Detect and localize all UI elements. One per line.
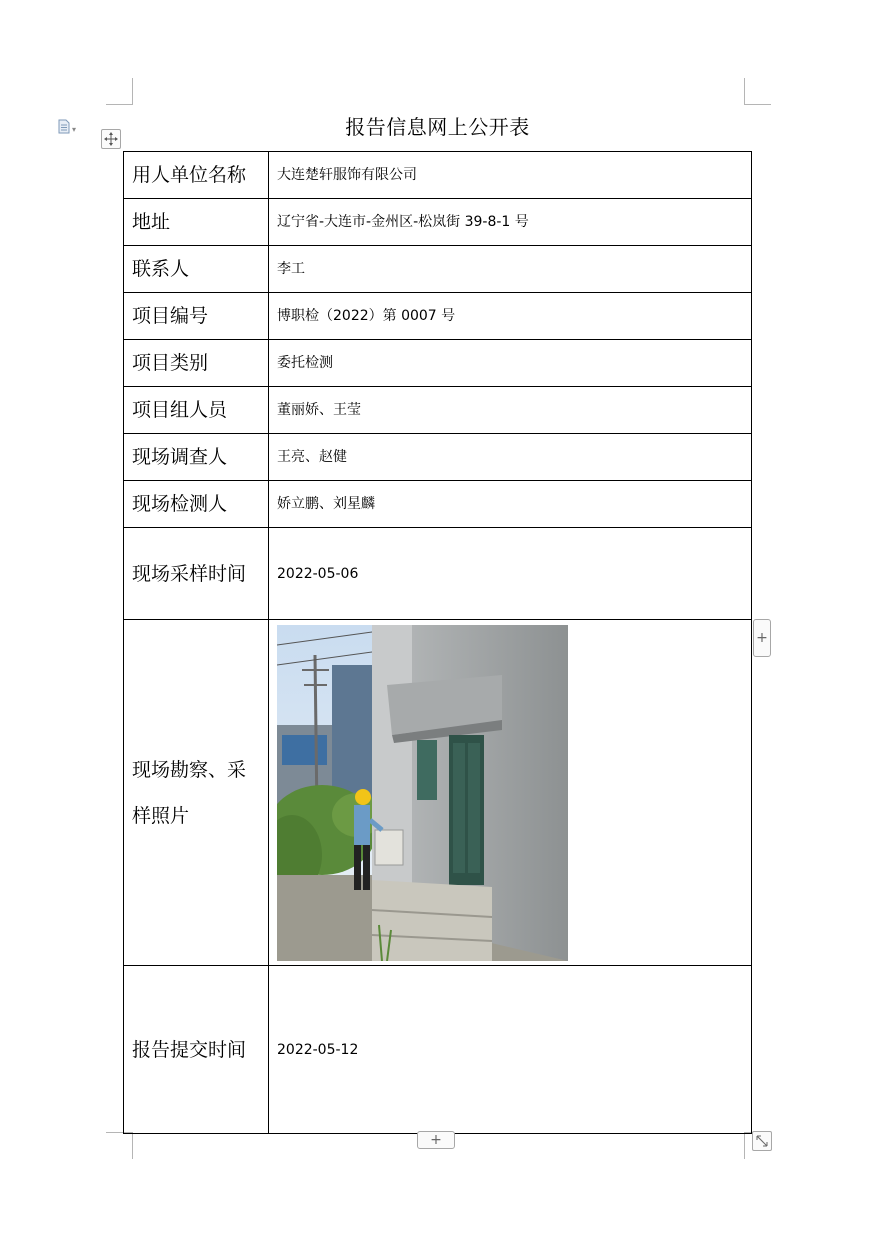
table-row — [124, 966, 752, 1134]
add-column-button[interactable]: + — [753, 619, 771, 657]
crop-mark-top-right — [744, 78, 771, 105]
table-row — [124, 387, 752, 434]
table-resize-handle[interactable] — [752, 1131, 772, 1151]
row-value[interactable]: 2022-05-06 — [269, 528, 752, 620]
row-label: 地址 — [124, 199, 269, 246]
row-label: 用人单位名称 — [124, 152, 269, 199]
table-row — [124, 481, 752, 528]
row-value[interactable]: 博职检（2022）第 0007 号 — [269, 293, 752, 340]
row-label: 项目编号 — [124, 293, 269, 340]
chevron-down-icon: ▾ — [72, 125, 77, 134]
row-label: 报告提交时间 — [124, 966, 269, 1134]
row-value[interactable]: 大连楚轩服饰有限公司 — [269, 152, 752, 199]
resize-icon — [755, 1134, 769, 1148]
row-value[interactable]: 委托检测 — [269, 340, 752, 387]
table-row — [124, 152, 752, 199]
table-row — [124, 528, 752, 620]
row-value[interactable]: 辽宁省-大连市-金州区-松岚街 39-8-1 号 — [269, 199, 752, 246]
row-value[interactable]: 李工 — [269, 246, 752, 293]
site-survey-photo[interactable] — [277, 625, 568, 961]
table-row — [124, 246, 752, 293]
row-label: 现场采样时间 — [124, 528, 269, 620]
crop-mark-top-left — [106, 78, 133, 105]
report-table — [123, 151, 752, 1134]
photo-cell[interactable] — [269, 620, 752, 966]
row-value[interactable]: 王亮、赵健 — [269, 434, 752, 481]
row-value[interactable]: 娇立鹏、刘星麟 — [269, 481, 752, 528]
row-label: 联系人 — [124, 246, 269, 293]
add-row-button[interactable]: + — [417, 1131, 455, 1149]
table-row — [124, 340, 752, 387]
row-label: 项目类别 — [124, 340, 269, 387]
row-label: 现场勘察、采样照片 — [124, 620, 269, 966]
crop-mark-bottom-left — [106, 1132, 133, 1159]
row-label: 现场调查人 — [124, 434, 269, 481]
table-row — [124, 434, 752, 481]
table-row — [124, 620, 752, 966]
row-label: 项目组人员 — [124, 387, 269, 434]
row-value[interactable]: 2022-05-12 — [269, 966, 752, 1134]
page-title: 报告信息网上公开表 — [345, 115, 530, 139]
row-label: 现场检测人 — [124, 481, 269, 528]
row-value[interactable]: 董丽娇、王莹 — [269, 387, 752, 434]
table-row — [124, 199, 752, 246]
table-row — [124, 293, 752, 340]
